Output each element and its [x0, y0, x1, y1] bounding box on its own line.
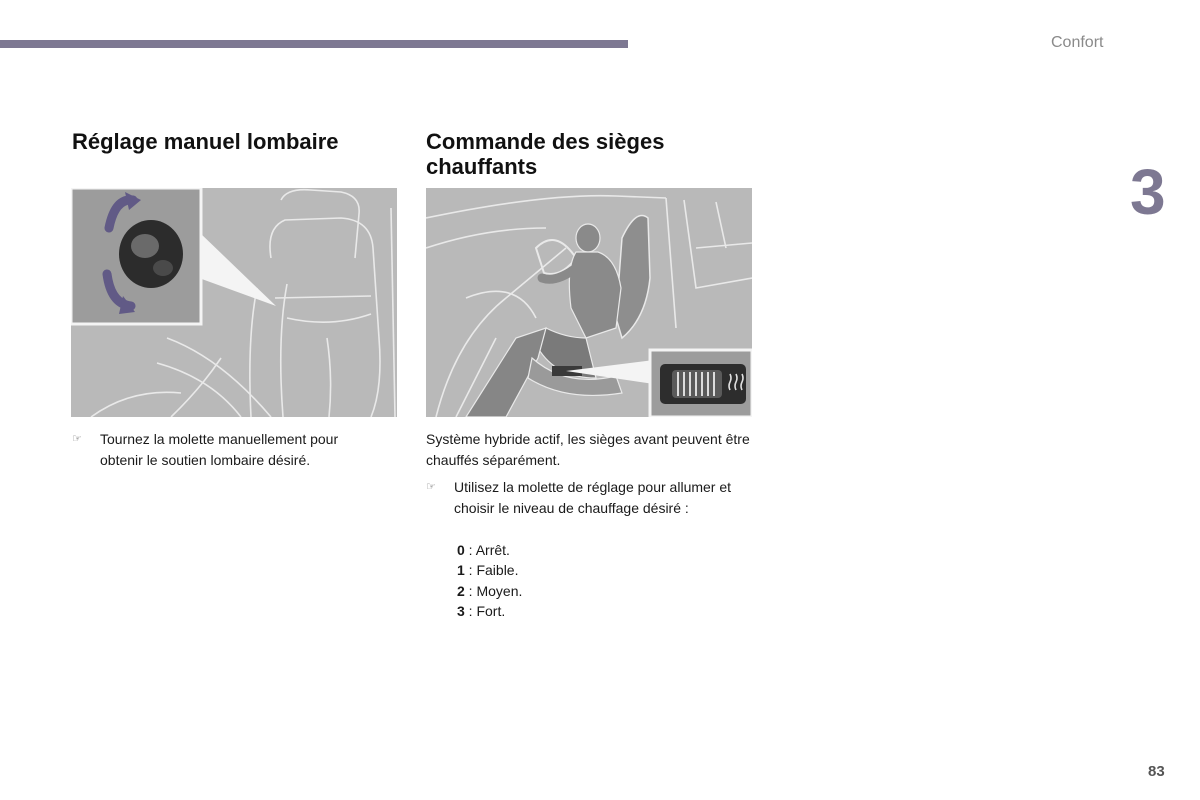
pointing-hand-icon: ☞ — [426, 481, 436, 493]
level-key: 1 — [457, 562, 465, 579]
heating-level-list — [457, 540, 522, 621]
heated-seats-heading — [426, 129, 756, 179]
heating-level-item — [457, 540, 522, 560]
chapter-number: 3 — [1130, 156, 1166, 228]
level-key: 0 — [457, 542, 465, 558]
level-key: 2 — [457, 582, 465, 599]
level-label: : Faible. — [464, 562, 519, 579]
section-label: Confort — [1051, 34, 1104, 51]
page-number: 83 — [1148, 763, 1165, 780]
heated-seat-illustration — [426, 188, 752, 417]
level-label: : Fort. — [464, 602, 506, 619]
heating-level-item — [457, 560, 522, 580]
level-label: : Arrêt. — [464, 542, 510, 558]
heated-heading-line2: chauffants — [426, 154, 538, 179]
header-accent-bar — [0, 40, 628, 48]
lumbar-heading: Réglage manuel lombaire — [72, 129, 339, 154]
lumbar-knob-illustration — [71, 188, 397, 417]
lumbar-instruction: Tournez la molette manuellement pour obtenir le soutien lombaire désiré. — [100, 431, 339, 468]
heating-level-item — [457, 581, 522, 601]
level-label: : Moyen. — [464, 582, 523, 599]
heated-heading-line1: Commande des sièges — [426, 129, 665, 154]
heated-intro: Système hybride actif, les sièges avant peuvent être chauffés séparément. — [426, 431, 750, 468]
heated-instruction: Utilisez la molette de réglage pour allumer et choisir le niveau de chauffage désiré : — [454, 479, 732, 516]
heating-level-item — [457, 601, 522, 621]
level-key: 3 — [457, 602, 465, 619]
pointing-hand-icon: ☞ — [72, 433, 82, 445]
